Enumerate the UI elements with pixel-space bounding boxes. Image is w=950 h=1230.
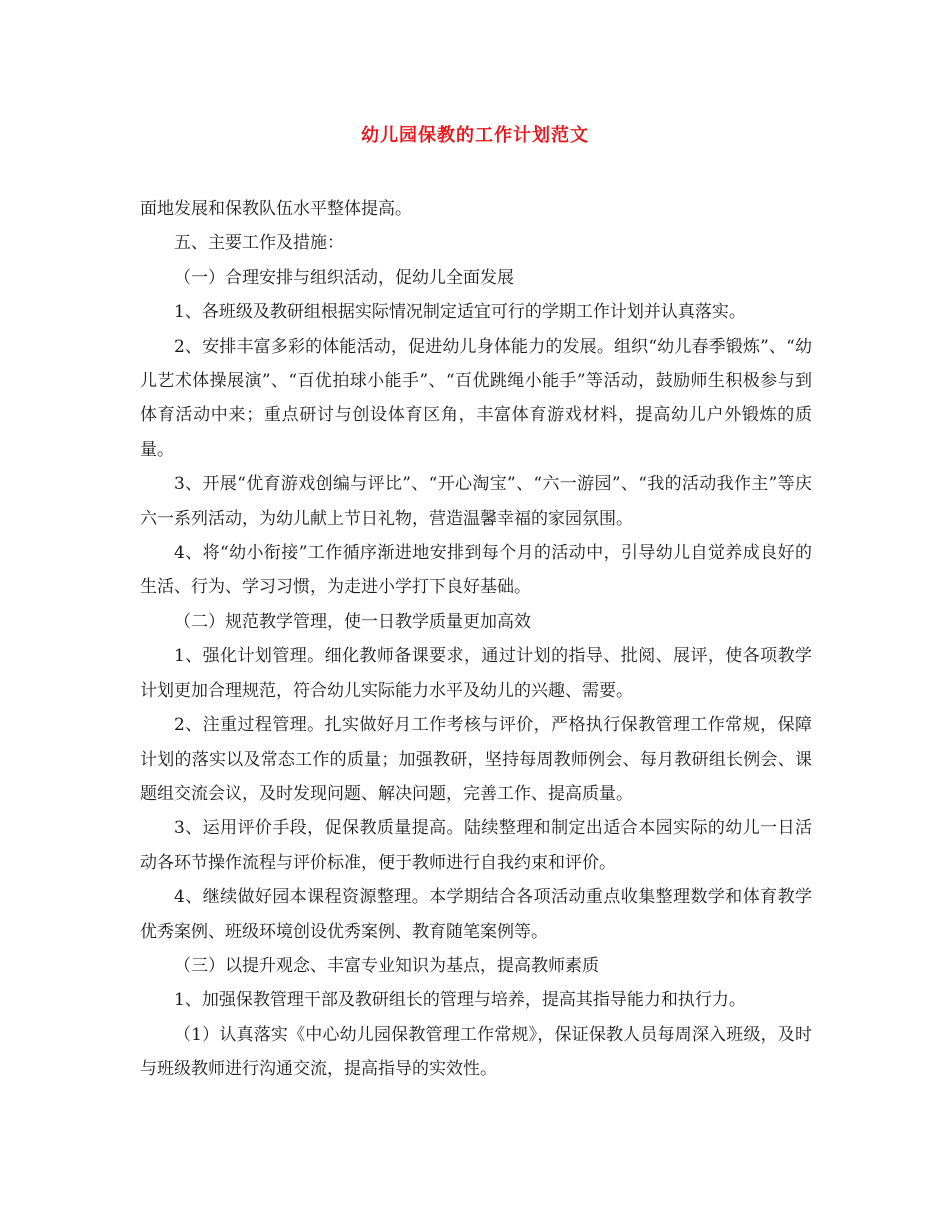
document-title: 幼儿园保教的工作计划范文	[361, 125, 589, 146]
paragraph: 1、加强保教管理干部及教研组长的管理与培养，提高其指导能力和执行力。	[174, 990, 746, 1011]
paragraph: （1）认真落实《中心幼儿园保教管理工作常规》，保证保教人员每周深入班级，及时与班级教师进行沟通交流，提高指导的实效性。	[140, 1024, 812, 1080]
section-heading: 五、主要工作及措施：	[174, 233, 344, 254]
paragraph: 4、继续做好园本课程资源整理。本学期结合各项活动重点收集整理数学和体育教学优秀案例、班级环境创设优秀案例、教育随笔案例等。	[140, 887, 812, 942]
paragraph: 面地发展和保教队伍水平整体提高。	[140, 199, 412, 219]
paragraph: 1、强化计划管理。细化教师备课要求，通过计划的指导、批阅、展评，使各项教学计划更加合理规范，符合幼儿实际能力水平及幼儿的兴趣、需要。	[140, 646, 812, 701]
paragraph: 4、将“幼小衔接”工作循序渐进地安排到每个月的活动中，引导幼儿自觉养成良好的生活、行为、学习习惯，为走进小学打下良好基础。	[140, 543, 812, 598]
paragraph: 3、开展“优育游戏创编与评比”、“开心淘宝”、“六一游园”、“我的活动我作主”等庆六一系列活动，为幼儿献上节日礼物，营造温馨幸福的家园氛围。	[140, 474, 812, 529]
document-body	[140, 192, 812, 1087]
paragraph: 3、运用评价手段，促保教质量提高。陆续整理和制定出适合本园实际的幼儿一日活动各环节操作流程与评价标准，便于教师进行自我约束和评价。	[140, 818, 812, 873]
paragraph: 1、各班级及教研组根据实际情况制定适宜可行的学期工作计划并认真落实。	[174, 302, 746, 323]
subsection-heading: （二）规范教学管理，使一日教学质量更加高效	[174, 611, 531, 632]
paragraph: 2、安排丰富多彩的体能活动，促进幼儿身体能力的发展。组织“幼儿春季锻炼”、“幼儿艺术体操展演”、“百优拍球小能手”、“百优跳绳小能手”等活动，鼓励师生积极参与到体育活动中来；重点研讨与创设体育区角，丰富体育游戏材料，提高幼儿户外锻炼的质量。	[140, 336, 812, 460]
subsection-heading: （一）合理安排与组织活动，促幼儿全面发展	[174, 267, 514, 288]
paragraph: 2、注重过程管理。扎实做好月工作考核与评价，严格执行保教管理工作常规，保障计划的落实以及常态工作的质量；加强教研，坚持每周教师例会、每月教研组长例会、课题组交流会议，及时发现问题、解决问题，完善工作、提高质量。	[140, 715, 812, 804]
subsection-heading: （三）以提升观念、丰富专业知识为基点，提高教师素质	[174, 955, 599, 976]
